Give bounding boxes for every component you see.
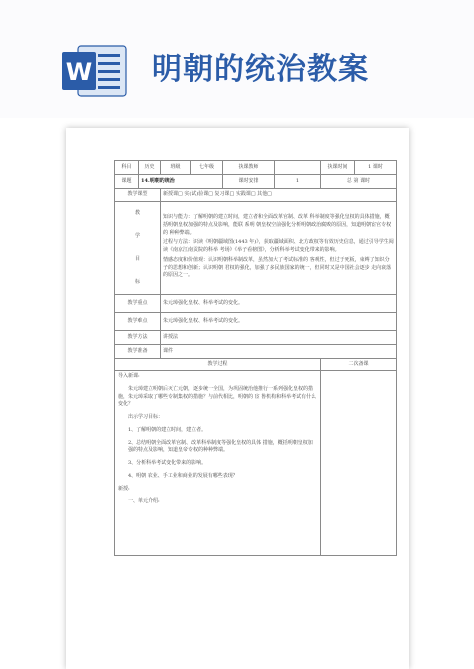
document-page — [66, 128, 409, 669]
logo-letter: W — [65, 58, 93, 86]
goal-item: 2、总结明朝全面改革官制、改革科举制度等强化皇权的具体 措施，概括明朝皇权加强的特点及影响，知道皇帝专权的种种弊端。 — [128, 439, 313, 454]
methods-row — [115, 331, 397, 345]
methods-value: 讲授法 — [161, 331, 397, 345]
objectives-label-char: 标 — [134, 279, 140, 285]
time-label: 执课时间 — [321, 161, 355, 175]
header-banner — [0, 0, 474, 118]
key-point-label: 教学重点 — [115, 295, 161, 313]
methods-label: 教学方法 — [115, 331, 161, 345]
topic-label: 课题 — [115, 175, 139, 189]
goal-item: 1、了解明朝的建立时间，建立者。 — [128, 426, 207, 433]
key-point-value: 朱元璋强化皇权、科举考试的变化。 — [161, 295, 397, 313]
process-label: 教学过程 — [115, 359, 321, 371]
key-point-row — [115, 295, 397, 313]
subject-value: 历史 — [139, 161, 161, 175]
objectives-label-char: 学 — [134, 233, 140, 239]
teacher-label: 执课教师 — [223, 161, 275, 175]
lesson-type-row — [115, 189, 397, 202]
class-label: 班级 — [161, 161, 191, 175]
word-document-icon — [60, 42, 128, 100]
difficulty-label: 教学难点 — [115, 313, 161, 331]
difficulty-row — [115, 313, 397, 331]
objectives-label-char: 目 — [134, 256, 140, 262]
revision-label: 二次备课 — [321, 359, 397, 371]
objective-attitude: 情感态度和价值观：认识明朝科举制改革，虽然加大了考试标准的 客观性，但过于死板，束缚了知识分子的思想和创新；认识明朝 君权的强化，加强了多民族国家的统一，但同时又是中国社会逐步 走向衰落的原因之一。 — [163, 256, 392, 279]
prep-value: 课件 — [161, 345, 397, 359]
process-row — [115, 371, 397, 556]
goals-heading: 出示学习目标： — [128, 414, 164, 420]
topic-value: 14.明朝的统治 — [139, 175, 223, 189]
goal-item: 4、明朝 农业、手工业和商业的发展有哪些表现？ — [128, 472, 238, 479]
subject-label: 科目 — [115, 161, 139, 175]
objectives-content — [161, 202, 397, 295]
objectives-label-char: 教 — [134, 210, 140, 216]
topic-row — [115, 175, 397, 189]
lesson-plan-table — [114, 160, 397, 556]
objective-knowledge: 知识与能力：了解明朝的建立时间，建立者和全面改革官制、改革 科举制度等强化皇权的具体措施，概括明朝皇权加强的特点及影响，能联 系明 朝皇权空前强化分析明朝政治腐败的原因，知道明朝宦官专权的 种种弊端。 — [163, 214, 392, 236]
intro-heading: 导入新课: — [118, 373, 140, 379]
class-value: 七年级 — [191, 161, 223, 175]
objectives-row — [115, 202, 397, 295]
intro-text: 朱元璋建立明朝后灭亡元朝，逐步统一全国，为巩固统治他推行一系列强化皇权的措施，朱元璋采取了哪些专制集权的措施？与前代相比，明朝的 宦 鲁机构和科举考试有什么变化？ — [118, 385, 317, 408]
total-hours-label: 总 第 课时 — [321, 175, 397, 189]
teacher-value — [275, 161, 321, 175]
difficulty-value: 朱元璋强化皇权、科举考试的变化。 — [161, 313, 397, 331]
prep-label: 教学准备 — [115, 345, 161, 359]
revision-notes — [321, 371, 397, 556]
page-title: 明朝的统治教案 — [152, 52, 369, 87]
process-header-row — [115, 359, 397, 371]
objective-process: 过程与方法：识读《明朝疆域图(1443 年)》，获取疆域面积、北方政权等有效历史信息，通过引导学生阅读《南京江南贡院的科举 考场》《举子看榜图》，分析科举考试变化带来的影响。 — [163, 239, 394, 253]
time-value: 1 课时 — [355, 161, 397, 175]
process-content — [115, 371, 321, 556]
hours-label: 课时安排 — [223, 175, 275, 189]
objectives-label — [115, 202, 161, 295]
goal-item: 3、分析科举考试变化带来的影响。 — [128, 460, 207, 466]
hours-value: 1 — [275, 175, 321, 189]
info-row — [115, 161, 397, 175]
lesson-type-value: 新授课□ 实(试)验课□ 复习课□ 实践课□ 其他□ — [161, 189, 397, 202]
lesson-type-label: 教学课型 — [115, 189, 161, 202]
new-lesson-heading: 新授: — [118, 485, 130, 492]
unit-intro-heading: 一、单元介绍: — [128, 498, 160, 505]
prep-row — [115, 345, 397, 359]
